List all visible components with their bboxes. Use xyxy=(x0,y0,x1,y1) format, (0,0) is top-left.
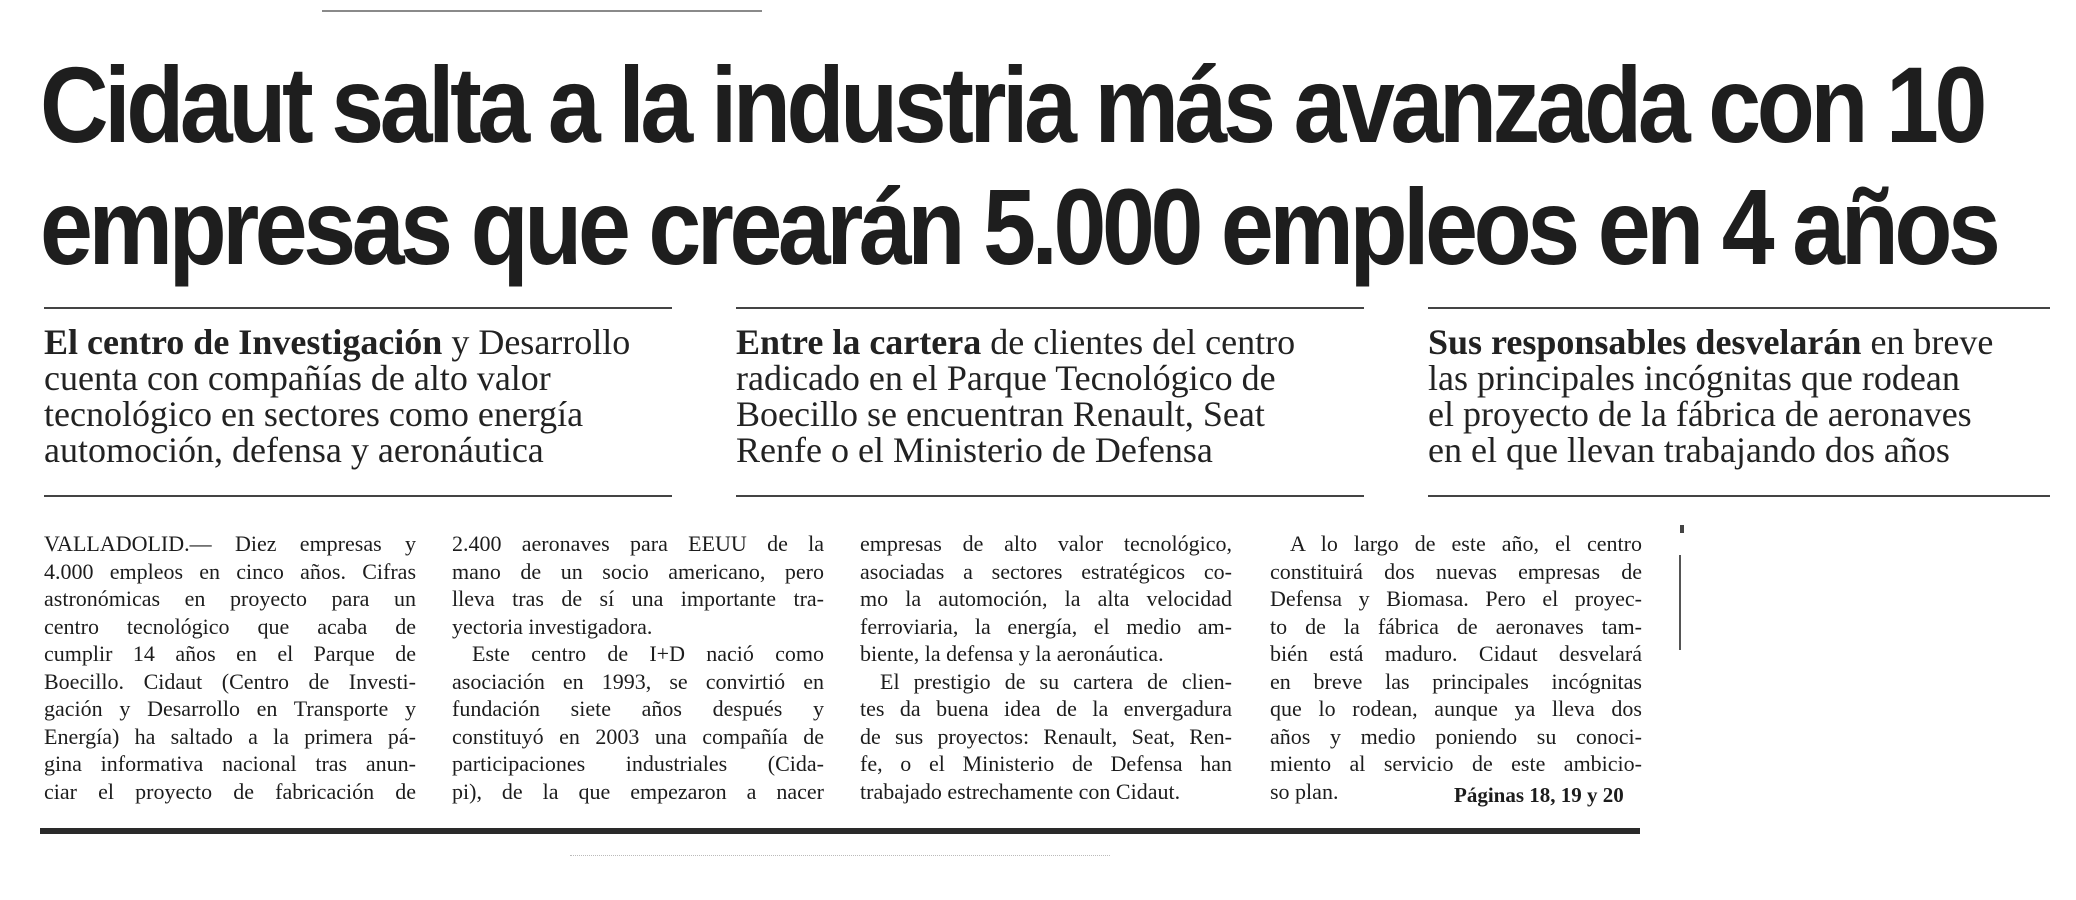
body-line: 2.400 aeronaves para EEUU de la xyxy=(452,531,824,556)
body-line: en breve las principales incógnitas xyxy=(1270,668,1642,694)
body-line: trabajado estrechamente con Cidaut. xyxy=(860,778,1181,804)
deck-line: automoción, defensa y aeronáutica xyxy=(44,430,544,470)
body-line: ferroviaria, la energía, el medio am- xyxy=(860,613,1232,639)
headline-line-2: empresas que crearán 5.000 empleos en 4 años xyxy=(40,166,1997,287)
page-reference: Páginas 18, 19 y 20 xyxy=(1454,783,1624,807)
bottom-rule xyxy=(40,828,1640,834)
body-line: to de la fábrica de aeronaves tam- xyxy=(1270,613,1642,639)
deck-line: en el que llevan trabajando dos años xyxy=(1428,430,1950,470)
top-rule xyxy=(322,10,762,12)
body-line: lleva tras de sí una importante tra- xyxy=(452,586,824,611)
deck-line: las principales incógnitas que rodean xyxy=(1428,358,1960,398)
headline-line-1: Cidaut salta a la industria más avanzada con 10 xyxy=(40,44,1983,165)
body-line: gación y Desarrollo en Transporte y xyxy=(44,696,416,721)
deck-line xyxy=(44,324,672,360)
margin-mark xyxy=(1680,525,1684,533)
body-line: yectoria investigadora. xyxy=(452,613,653,639)
body-line: fundación siete años después y xyxy=(452,696,824,721)
deck-line: cuenta con compañías de alto valor xyxy=(44,358,551,398)
deck-lead: Entre la cartera xyxy=(736,322,982,362)
body-line: gina informativa nacional tras anun- xyxy=(44,751,416,776)
deck-line: radicado en el Parque Tecnológico de xyxy=(736,358,1276,398)
body-column-1 xyxy=(44,530,416,805)
body-column-4 xyxy=(1270,530,1642,805)
deck-line xyxy=(1428,324,2050,360)
body-line: mano de un socio americano, pero xyxy=(452,558,824,584)
body-line: pi), de la que empezaron a nacer xyxy=(452,778,824,804)
deck-text: y Desarrollo xyxy=(442,322,631,362)
body-line: de sus proyectos: Renault, Seat, Ren- xyxy=(860,723,1232,749)
deck-1 xyxy=(44,307,672,497)
body-line: cumplir 14 años en el Parque de xyxy=(44,641,416,666)
deck-text: en breve xyxy=(1861,322,1994,362)
body-line: tes da buena idea de la envergadura xyxy=(860,696,1232,721)
body-line: participaciones industriales (Cida- xyxy=(452,751,824,776)
deck-line xyxy=(736,324,1364,360)
body-line: constituyó en 2003 una compañía de xyxy=(452,723,824,749)
body-line: miento al servicio de este ambicio- xyxy=(1270,751,1642,776)
body-line: bién está maduro. Cidaut desvelará xyxy=(1270,641,1642,666)
body-column-2 xyxy=(452,530,824,805)
body-line: Este centro de I+D nació como xyxy=(472,641,824,666)
body-line: so plan. xyxy=(1270,778,1339,804)
body-line: constituirá dos nuevas empresas de xyxy=(1270,558,1642,584)
margin-rule xyxy=(1679,555,1681,650)
deck-3 xyxy=(1428,307,2050,497)
deck-lead: El centro de Investigación xyxy=(44,322,443,362)
body-line: 4.000 empleos en cinco años. Cifras xyxy=(44,558,416,584)
deck-line: tecnológico en sectores como energía xyxy=(44,394,584,434)
headline xyxy=(40,44,1997,288)
body-column-3 xyxy=(860,530,1232,805)
body-line: asociación en 1993, se convirtió en xyxy=(452,668,824,694)
body-line: asociadas a sectores estratégicos co- xyxy=(860,558,1232,584)
body-line: ciar el proyecto de fabricación de xyxy=(44,778,416,804)
deck-text: de clientes del centro xyxy=(981,322,1296,362)
body-line: Boecillo. Cidaut (Centro de Investi- xyxy=(44,668,416,694)
body-line: mo la automoción, la alta velocidad xyxy=(860,586,1232,611)
body-line: empresas de alto valor tecnológico, xyxy=(860,531,1232,556)
deck-lead: Sus responsables desvelarán xyxy=(1428,322,1862,362)
body-line: A lo largo de este año, el centro xyxy=(1290,531,1642,556)
body-line: que lo rodean, aunque ya lleva dos xyxy=(1270,696,1642,721)
deck-line: el proyecto de la fábrica de aeronaves xyxy=(1428,394,1972,434)
body-line: fe, o el Ministerio de Defensa han xyxy=(860,751,1232,776)
deck-line: Renfe o el Ministerio de Defensa xyxy=(736,430,1213,470)
body-line: biente, la defensa y la aeronáutica. xyxy=(860,641,1164,666)
deck-line: Boecillo se encuentran Renault, Seat xyxy=(736,394,1265,434)
body-line: Defensa y Biomasa. Pero el proyec- xyxy=(1270,586,1642,611)
body-line: Energía) ha saltado a la primera pá- xyxy=(44,723,416,749)
faint-rule xyxy=(570,855,1110,857)
body-line: años y medio poniendo su conoci- xyxy=(1270,723,1642,749)
body-line: centro tecnológico que acaba de xyxy=(44,613,416,639)
deck-2 xyxy=(736,307,1364,497)
body-line: astronómicas en proyecto para un xyxy=(44,586,416,611)
body-line: El prestigio de su cartera de clien- xyxy=(880,668,1232,694)
body-line: VALLADOLID.— Diez empresas y xyxy=(44,531,416,556)
